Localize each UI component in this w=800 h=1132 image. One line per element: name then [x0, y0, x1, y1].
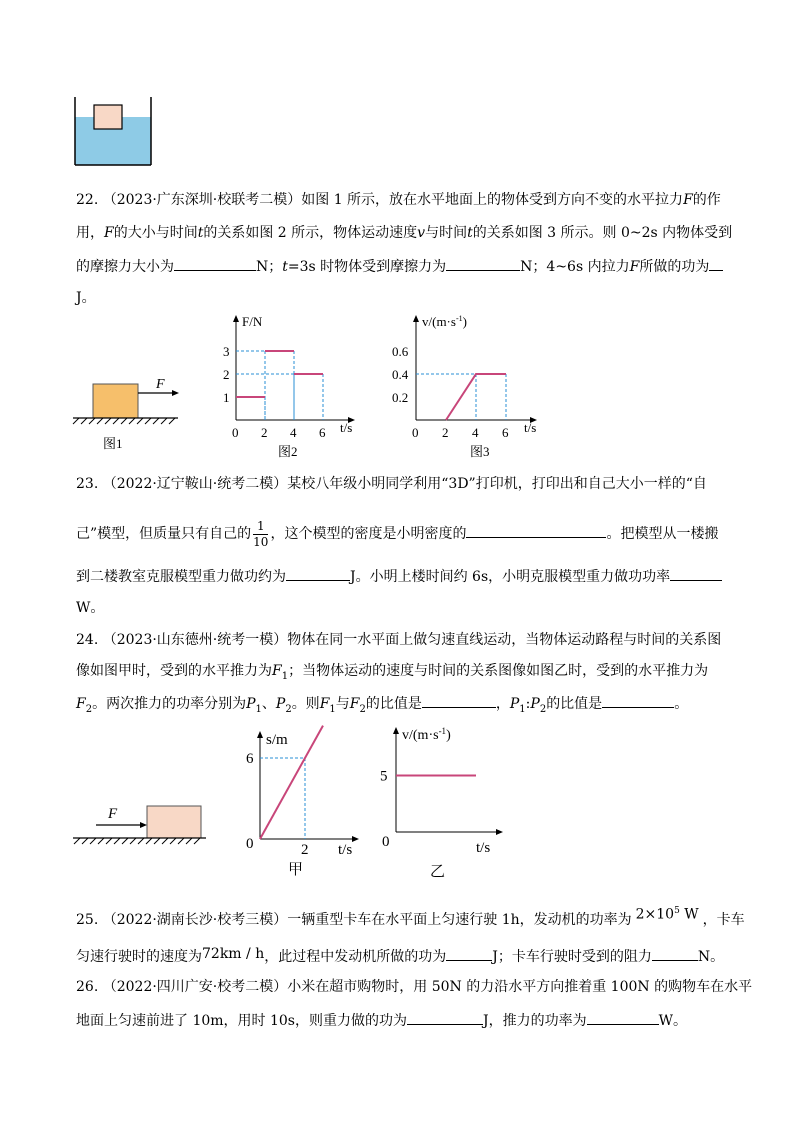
y-tick-label: 0.6 [392, 344, 409, 359]
question-number: 26. [76, 979, 99, 995]
figure-jia-distance-time-chart [240, 724, 370, 884]
question-source: （2023·山东德州·统考一模） [102, 632, 288, 648]
x-tick-label: 2 [261, 425, 268, 440]
x-axis-label: t/s [524, 420, 537, 435]
x-axis-label: t/s [476, 840, 491, 856]
figure-yi-caption: 乙 [430, 864, 446, 880]
y-tick-label: 0.4 [392, 367, 409, 382]
answer-blank[interactable] [587, 1010, 659, 1025]
question-source: （2022·四川广安·校考二模） [102, 979, 288, 995]
answer-blank[interactable] [709, 256, 723, 271]
answer-blank[interactable] [466, 523, 606, 538]
x-tick-label: 0 [232, 425, 239, 440]
question-number: 25. [76, 912, 99, 928]
answer-blank[interactable] [652, 946, 698, 961]
x-tick-label: 0 [412, 425, 419, 440]
figure-1-caption: 图1 [103, 436, 123, 451]
x-tick-label: 6 [319, 425, 326, 440]
y-tick-label: 6 [246, 751, 254, 767]
answer-blank[interactable] [446, 946, 492, 961]
question-source: （2023·广东深圳·校联考二模） [102, 192, 302, 208]
y-tick-label: 1 [223, 390, 230, 405]
beaker-figure [70, 95, 160, 170]
y-tick-label: 3 [223, 344, 230, 359]
y-axis-label: F/N [242, 314, 263, 329]
question-number: 23. [76, 476, 99, 492]
answer-blank[interactable] [670, 566, 722, 581]
y-tick-label: 5 [380, 768, 388, 785]
figure-1-block-force [70, 372, 182, 452]
figure-2-caption: 图2 [278, 444, 298, 459]
x-axis-label: t/s [338, 842, 353, 858]
answer-blank[interactable] [602, 693, 674, 708]
origin-label: 0 [246, 836, 254, 852]
figure-block-pushed [70, 796, 210, 856]
force-label: F [108, 806, 118, 822]
question-source: （2022·辽宁鞍山·统考二模） [102, 476, 288, 492]
x-tick-label: 6 [502, 425, 509, 440]
engine-power-value: $2\times 10^5$ W [635, 906, 699, 923]
force-label: F [156, 377, 165, 392]
answer-blank[interactable] [286, 566, 350, 581]
speed-value: 72km / h [202, 946, 265, 962]
x-tick-label: 4 [290, 425, 297, 440]
answer-blank[interactable] [422, 693, 496, 708]
y-axis-label: $v/(m\cdot s^{-1})$ [402, 726, 451, 743]
x-tick-label: 2 [442, 425, 449, 440]
answer-blank[interactable] [446, 256, 520, 271]
figure-3-velocity-time-chart [388, 312, 548, 460]
figure-jia-caption: 甲 [288, 862, 304, 878]
answer-blank[interactable] [407, 1010, 483, 1025]
question-number: 22. [76, 192, 99, 208]
fraction: $\frac{1}{10}$ [253, 518, 269, 549]
question-source: （2022·湖南长沙·校考三模） [102, 912, 288, 928]
y-axis-label: s/m [266, 732, 288, 748]
x-tick-label: 2 [301, 842, 309, 858]
question-number: 24. [76, 632, 99, 648]
figure-2-force-time-chart [220, 312, 360, 460]
origin-label: 0 [382, 834, 390, 850]
answer-blank[interactable] [174, 256, 256, 271]
x-axis-label: t/s [340, 420, 353, 435]
y-tick-label: 0.2 [392, 390, 409, 405]
figure-3-caption: 图3 [470, 444, 490, 459]
figure-yi-velocity-time-chart [376, 724, 516, 884]
y-tick-label: 2 [223, 367, 230, 382]
y-axis-label: $v/(m\cdot s^{-1})$ [422, 314, 467, 329]
x-tick-label: 4 [472, 425, 479, 440]
